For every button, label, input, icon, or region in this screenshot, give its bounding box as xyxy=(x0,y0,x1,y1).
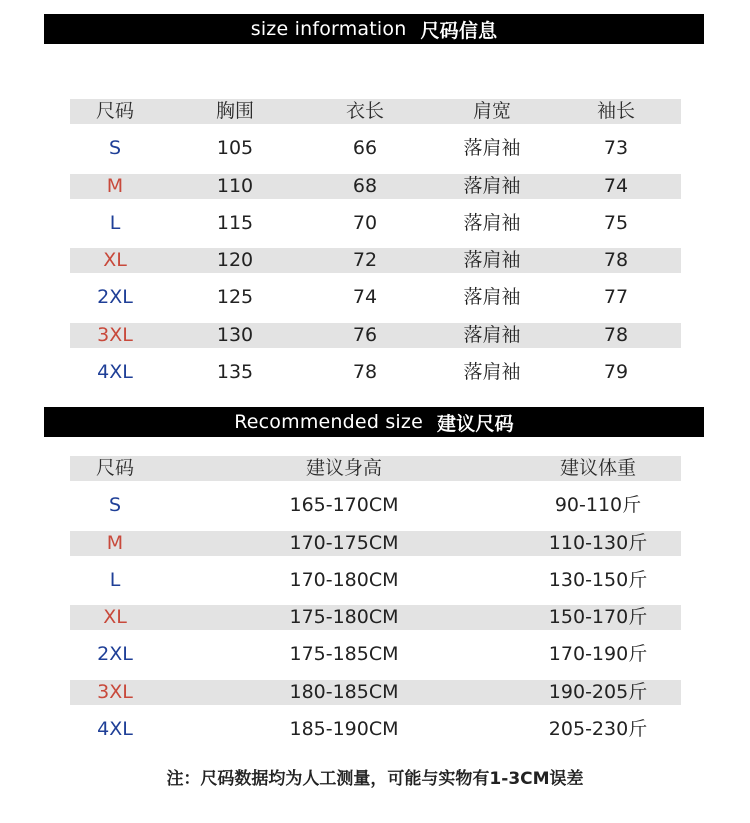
size-info-row xyxy=(70,360,681,385)
size-info-row xyxy=(70,248,681,273)
recommended-size-label: L xyxy=(109,568,121,591)
size-info-cell: 落肩袖 xyxy=(463,323,521,346)
recommended-size-banner xyxy=(44,407,704,437)
size-info-cell: 落肩袖 xyxy=(463,249,521,272)
size-info-cell: 78 xyxy=(603,249,629,272)
size-info-size-label: 3XL xyxy=(97,323,133,346)
recommended-size-label: S xyxy=(108,494,122,517)
size-info-cell: 落肩袖 xyxy=(463,137,521,160)
size-information-title-en: size information xyxy=(250,18,407,40)
size-info-row xyxy=(70,211,681,236)
recommended-cell: 150-170斤 xyxy=(548,606,648,629)
recommended-size-label: 4XL xyxy=(97,718,133,741)
recommended-row xyxy=(70,531,681,556)
recommended-size-title-zh: 建议尺码 xyxy=(436,412,514,435)
recommended-size-table xyxy=(70,456,681,742)
size-info-size-label: XL xyxy=(103,249,127,272)
size-info-size-label: L xyxy=(109,211,121,234)
recommended-size-label: XL xyxy=(103,606,127,629)
recommended-size-label: 2XL xyxy=(97,643,133,666)
recommended-cell: 190-205斤 xyxy=(548,680,648,703)
recommended-cell: 130-150斤 xyxy=(548,568,648,591)
size-info-cell: 77 xyxy=(603,286,629,309)
size-info-header-cell: 尺码 xyxy=(95,100,135,122)
recommended-header-cell: 尺码 xyxy=(95,457,135,479)
recommended-cell: 170-180CM xyxy=(289,568,399,591)
size-info-size-label: S xyxy=(108,137,122,160)
size-info-size-label: 2XL xyxy=(97,286,133,309)
recommended-size-label: M xyxy=(106,531,124,554)
recommended-cell: 185-190CM xyxy=(289,718,399,741)
recommended-cell: 175-185CM xyxy=(289,643,399,666)
recommended-cell: 90-110斤 xyxy=(554,494,642,517)
size-info-cell: 78 xyxy=(603,323,629,346)
size-info-cell: 74 xyxy=(352,286,378,309)
recommended-header-row xyxy=(70,456,681,481)
size-information-banner xyxy=(44,14,704,44)
recommended-size-title-en: Recommended size xyxy=(234,411,423,433)
size-info-row xyxy=(70,323,681,348)
size-info-cell: 125 xyxy=(216,286,254,309)
size-info-header-cell: 袖长 xyxy=(596,100,636,122)
size-info-cell: 120 xyxy=(216,249,254,272)
size-info-header-cell: 肩宽 xyxy=(472,100,512,122)
size-info-cell: 74 xyxy=(603,174,629,197)
size-info-cell: 78 xyxy=(352,361,378,384)
size-info-header-cell: 衣长 xyxy=(345,100,385,122)
size-info-cell: 79 xyxy=(603,361,629,384)
measurement-note: 注：尺码数据均为人工测量，可能与实物有1-3CM误差 xyxy=(166,769,584,789)
size-info-row xyxy=(70,285,681,310)
size-info-cell: 115 xyxy=(216,211,254,234)
size-info-cell: 130 xyxy=(216,323,254,346)
recommended-row xyxy=(70,717,681,742)
size-information-title-zh: 尺码信息 xyxy=(420,19,498,42)
size-info-cell: 76 xyxy=(352,323,378,346)
size-info-cell: 110 xyxy=(216,174,254,197)
recommended-cell: 165-170CM xyxy=(289,494,399,517)
size-info-header-cell: 胸围 xyxy=(215,100,255,122)
size-info-cell: 落肩袖 xyxy=(463,286,521,309)
size-info-header-row xyxy=(70,99,681,124)
size-info-cell: 105 xyxy=(216,137,254,160)
size-info-cell: 68 xyxy=(352,174,378,197)
size-info-row xyxy=(70,174,681,199)
recommended-header-cell: 建议体重 xyxy=(559,457,637,479)
recommended-row xyxy=(70,680,681,705)
recommended-cell: 175-180CM xyxy=(289,606,399,629)
size-info-cell: 135 xyxy=(216,361,254,384)
size-information-table xyxy=(70,99,681,385)
size-info-cell: 72 xyxy=(352,249,378,272)
recommended-cell: 205-230斤 xyxy=(548,718,648,741)
size-info-cell: 落肩袖 xyxy=(463,361,521,384)
size-info-cell: 70 xyxy=(352,211,378,234)
recommended-row xyxy=(70,605,681,630)
recommended-cell: 170-175CM xyxy=(289,531,399,554)
recommended-row xyxy=(70,493,681,518)
size-info-size-label: M xyxy=(106,174,124,197)
recommended-cell: 110-130斤 xyxy=(548,531,648,554)
size-info-cell: 73 xyxy=(603,137,629,160)
recommended-header-cell: 建议身高 xyxy=(305,457,383,479)
recommended-row xyxy=(70,642,681,667)
recommended-cell: 180-185CM xyxy=(289,680,399,703)
size-info-row xyxy=(70,136,681,161)
recommended-size-label: 3XL xyxy=(97,680,133,703)
size-info-cell: 66 xyxy=(352,137,378,160)
recommended-row xyxy=(70,568,681,593)
size-info-cell: 75 xyxy=(603,211,629,234)
size-info-cell: 落肩袖 xyxy=(463,174,521,197)
size-info-size-label: 4XL xyxy=(97,361,133,384)
recommended-cell: 170-190斤 xyxy=(548,643,648,666)
size-info-cell: 落肩袖 xyxy=(463,211,521,234)
